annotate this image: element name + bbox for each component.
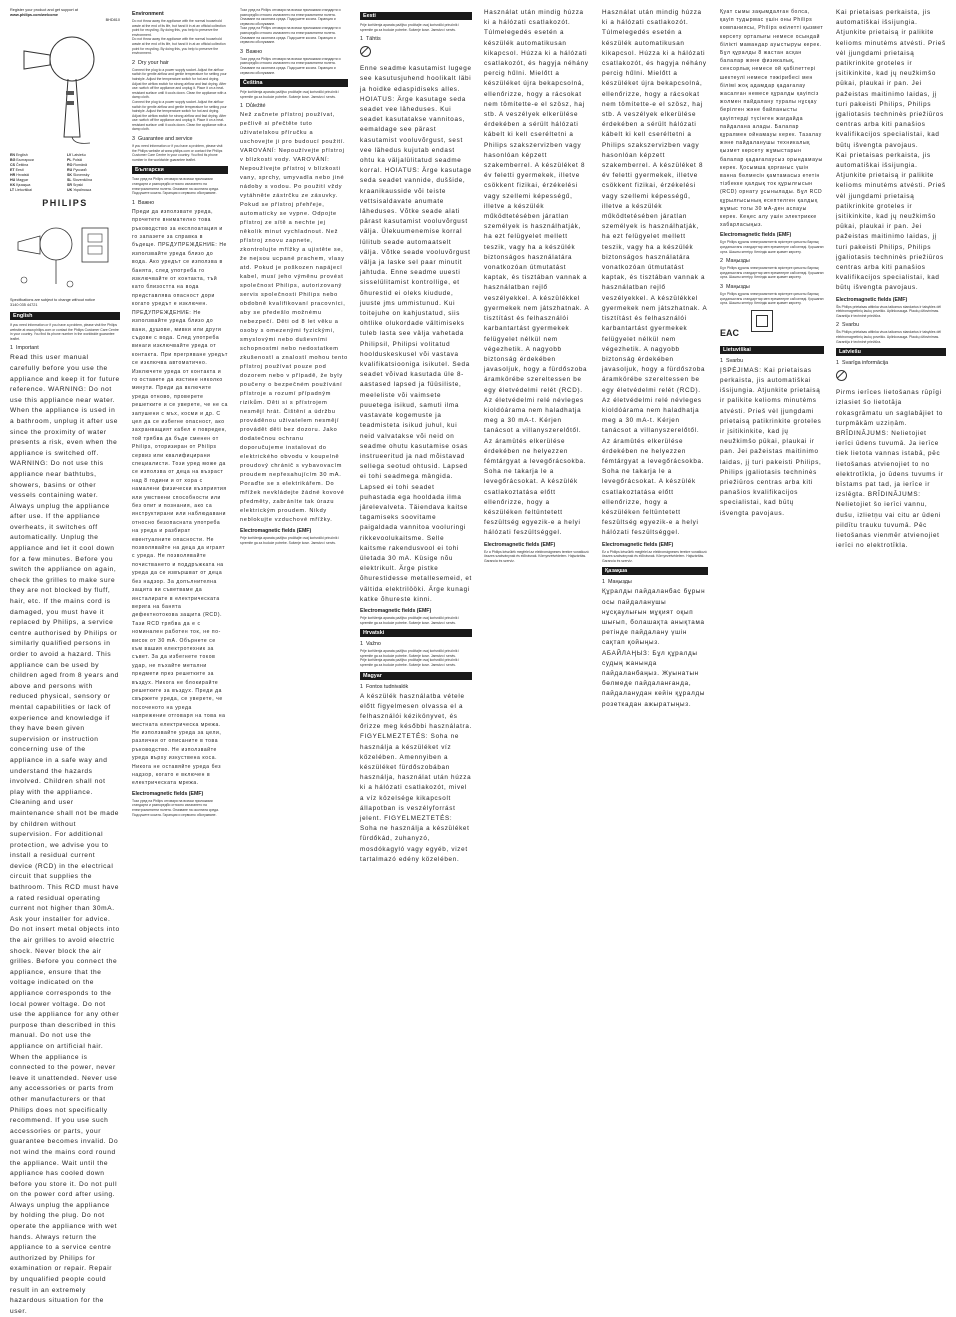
environment-heading: Environment bbox=[132, 11, 164, 17]
lang-item: LV Latviešu bbox=[67, 153, 86, 157]
hu-emf-heading-2: Electromagnetic fields (EMF) bbox=[602, 541, 674, 548]
column-hu bbox=[480, 8, 594, 1174]
kk-emf-text: Бұл Philips құралы электромагниттік өрістерге қатысты барлық қолданыстағы стандарттар мен ережелерге сай келеді. Қоршаған орта. Шашты кептіру. Кепілдік және қызмет көрсету. bbox=[720, 240, 824, 254]
kk-dry-heading: 2 Маңызды bbox=[720, 258, 750, 265]
bg-emf-text: Този уред на Philips отговаря на всички приложими стандарти и разпоредби относно излагането на електромагнитни полета. Опазване на околната среда. Подсушете косата. Гаранция и сервизно обслужване. bbox=[132, 798, 219, 817]
philips-logo: PHILIPS bbox=[42, 198, 88, 208]
et-important-heading: 1 Tähtis bbox=[360, 36, 381, 43]
bg-env-text: Този уред на Philips отговаря на всички приложими стандарти и разпоредби относно излагането на електромагнитни полета. Опазване на околната среда. Подсушете косата. Гаранция и сервизно обслужване. bbox=[240, 56, 341, 75]
lang-item: HU Magyar bbox=[10, 178, 29, 182]
hr-important-heading: 1 Važno bbox=[360, 641, 381, 648]
section-hungarian: Magyar bbox=[360, 672, 472, 680]
section-important: 1 Important bbox=[10, 345, 39, 352]
kk-guarantee-heading: 3 Маңызды bbox=[720, 284, 750, 291]
lang-item: ET Eesti bbox=[10, 168, 24, 172]
bg-important-text: Преди да използвате уреда, прочетете внимателно това ръководство за експлоатация и го запазете за справка в бъдеще. ПРЕДУПРЕЖДЕНИЕ: Не използвайте уреда близо до вода. Ако уредът се използва в банята, след употреба го изключвайте от контакта, тъй като близостта на вода представлява опасност дори когато уредът е изключен. ПРЕДУПРЕЖДЕНИЕ: Не използвайте уреда близо до вани, душове, мивки или други съдове с вода. След употреба винаги изключвайте уреда от контакта. При прегряване уредът се изключва автоматично. Изключете уреда от контакта и го оставете да изстине няколко минути. Преди да включите уреда отново, проверете решетките и се уверете, че не са запушени с мъх, косми и др. С цел да се избегне опасност, ако захранващият кабел е повреден, той трябва да бъде сменен от Philips, оторизиран от Philips сервиз или квалифицирани специалисти. Този уред може да се използва от деца на възраст над 8 години и от хора с намалени физически възприятия или умствени способности или без опит и познания, ако са инструктирани или наблюдавани относно безопасната употреба на уреда и разбират евентуалните опасности. Не позволявайте на деца да играят с уреда. Не позволявайте почистването и поддръжката на уреда да се извършват от деца без надзор. За допълнителна защита ви съветваме да инсталирате в електрическата верига на банята дефектнотокова защита (RCD). Тази RCD трябва да е с номинален работен ток, не по-висок от 30 mA. Обърнете се към вашия електротехник за съвет. За да избегнете токов удар, не пъхайте метални предмети през решетките за въздух. Никога не блокирайте решетките за въздух. Преди да свържете уреда, се уверете, че посоченото на уреда напрежение отговаря на това на местната електрическа мрежа. Не използвайте уреда за цели, различни от описаните в това ръководство. Не използвайте уреда върху изкуствена коса. Никога не оставяйте уреда без надзор, когато е включен в електрическата мрежа. bbox=[132, 208, 228, 787]
section-guarantee: 3 Guarantee and service bbox=[132, 136, 193, 143]
lt-dry-text: Šis Philips prietaisas atitinka visus taikomus standartus ir taisykles dėl elektromagnetinių laukų poveikio. Aplinkosauga. Plaukų džiovinimas. Garantija ir techninė priežiūra. bbox=[836, 330, 941, 344]
en-env-text-2: Do not throw away the appliance with the normal household waste at the end of its life, but hand it in at an official collection point for recycling. By doing this, you help to preserve the environment. bbox=[132, 37, 226, 56]
lang-item: PL Polski bbox=[67, 158, 83, 162]
hu-important-cont: Használat után mindig húzza ki a hálózati csatlakozót. Túlmelegedés esetén a készülék automatikusan kikapcsol. Húzza ki a hálózati csatlakozót, és hagyja néhány percig hűlni. Mielőtt a készüléket újra bekapcsolná, ellenőrizze, hogy a rácsokat nem tömítette-e el szösz, haj stb. A veszélyek elkerülése érdekében a sérült hálózati kábelt ki kell cseréltetni a Philips szakszervizben vagy hasonlóan képzett szakemberrel. A készüléket 8 év feletti gyermekek, illetve csökkent fizikai, érzékelési vagy szellemi képességű, illetve a készülék működtetésében járatlan személyek is használhatják, ha ezt felügyelet mellett teszik, vagy ha a készülék biztonságos használatára vonatkozóan útmutatást kaptak, és tisztában vannak a használatban rejlő veszélyekkel. A készülékkel gyermekek nem játszhatnak. A tisztítást és felhasználói karbantartást gyermekek felügyelet nélkül nem végezhetik. A nagyobb biztonság érdekében javasoljuk, hogy a fürdőszoba áramkörébe szereltessen be egy életvédelmi relét (RCD). Az életvédelmi relé névleges kioldóárama nem haladhatja meg a 30 mA-t. Kérjen tanácsot a villanyszerelőtől. Az áramütés elkerülése érdekében ne helyezzen fémtárgyat a levegőrácsokba. Soha ne takarja le a levegőrácsokat. A készülék csatlakoztatása előtt ellenőrizze, hogy a készüléken feltüntetett feszültség egyezik-e a helyi hálózati feszültséggel. bbox=[484, 9, 590, 537]
bg-cont-text: Този уред на Philips отговаря на всички приложими стандарти и разпоредби относно излагането на електромагнитни полета. Опазване на околната среда. Подсушете косата. Гаранция и сервизно обслужване. bbox=[240, 8, 341, 26]
en-guarantee-text: If you need information or if you have a problem, please visit the Philips website at www.philips.com or contact the Philips Customer Care Centre in your country. You find its phone number in the worldwide guarantee leaflet. bbox=[132, 144, 223, 162]
section-czech: Čeština bbox=[240, 79, 348, 87]
product-diagram bbox=[10, 214, 120, 292]
lang-item: SK Slovensky bbox=[67, 173, 90, 177]
bg-env-heading: 3 Важно bbox=[240, 48, 263, 55]
lang-item: LT Lietuviškai bbox=[10, 188, 32, 192]
lv-important-heading: 1 Svarīga informācija bbox=[836, 360, 889, 367]
cs-emf-text: Prije korištenja aparata pažljivo pročitajte ovaj korisnički priručnik i spremite ga za buduće potrebe. Sušenje kose. Jamstvo i servis. bbox=[240, 536, 340, 545]
en-intro: If you need information or if you have a problem, please visit the Philips website at www.philips.com or contact the Philips Customer Care Centre in your country. You find its phone number in the worldwide guarantee leaflet. bbox=[10, 323, 119, 341]
doc-code: 3140 035 44721 bbox=[10, 303, 38, 307]
kk-important-cont: Қуат сымы зақымдалған болса, қауіп тудырмас үшін оны Philips компаниясы, Philips өкілетті қызмет көрсету орталығы немесе осындай білікті мамандар ауыстыруы керек. Бұл құралды 8 жастан асқан балалар және физикалық, сенсорлық немесе ой қабілеттері шектеулі немесе тәжірибесі мен білімі жоқ адамдар қадағалау жасалған немесе құралды қауіпсіз жолмен пайдалану туралы нұсқау берілген және байланысты қауіптерді түсінген жағдайда пайдалана алады. Балалар құралмен ойнамауы керек. Тазалау және пайдаланушы техникалық қызмет көрсету жұмыстарын балалар қадағалаусыз орындамауы керек. Қосымша қорғаныс үшін ванна бөлмесін қамтамасыз ететін тізбекке қалдық ток құрылғысын (RCD) орнату ұсынылады. Бұл RCD құрылғысының есептелген қалдық жұмыс тогы 30 мА-ден аспауы керек. Кеңес алу үшін электрикке хабарласыңыз. bbox=[720, 9, 824, 229]
lang-item: RO Română bbox=[67, 163, 87, 167]
hu-important-text: A készülék használatba vétele előtt figyelmesen olvassa el a felhasználói kézikönyvet, és őrizze meg későbbi használatra. FIGYELMEZTETÉS: Soha ne használja a készüléket víz közelében. Amennyiben a készüléket fürdőszobában használja, használat után húzza ki a hálózati csatlakozót, mivel a víz közelsége kikapcsolt állapotban is veszélyforrást jelent. FIGYELMEZTETÉS: Soha ne használja a készüléket fürdőkád, zuhanyzó, mosdókagyló vagy egyéb, vizet tartalmazó edény közelében. bbox=[360, 692, 473, 863]
kk-emf-heading: Electromagnetic fields (EMF) bbox=[720, 232, 792, 239]
register-url[interactable]: www.philips.com/welcome bbox=[10, 13, 58, 17]
bg-important-heading: 1 Важно bbox=[132, 199, 155, 206]
section-lithuanian: Lietuviškai bbox=[720, 346, 824, 354]
en-important-text: Read this user manual carefully before you use the appliance and keep it for future reference. WARNING: Do not use this appliance near water. When the appliance is used in a bathroom, unplug it after use since the proximity of water presents a risk, even when the appliance is switched off. WARNING: Do not use this appliance near bathtubs, showers, basins or other vessels containing water. Always unplug the appliance after use. If the appliance overheats, it switches off automatically. Unplug the appliance and let it cool down for a few minutes. Before you switch the appliance on again, check the grilles to make sure they are not blocked by fluff, hair, etc. If the mains cord is damaged, you must have it replaced by Philips, a service centre authorised by Philips or similarly qualified persons in order to avoid a hazard. This appliance can be used by children aged from 8 years and above and persons with reduced physical, sensory or mental capabilities or lack of experience and knowledge if they have been given supervision or instruction concerning use of the appliance in a safe way and understand the hazards involved. Children shall not play with the appliance. Cleaning and user maintenance shall not be made by children without supervision. For additional protection, we advise you to install a residual current device (RCD) in the electrical circuit that supplies the bathroom. This RCD must have a rated residual operating current not higher than 30mA. Ask your installer for advice. Do not insert metal objects into the air grilles to avoid electric shock. Never block the air grilles. Before you connect the appliance, ensure that the voltage indicated on the appliance corresponds to the local power voltage. Do not use the appliance for any other purpose than described in this manual. Do not use the appliance on artificial hair. When the appliance is connected to the power, never leave it unattended. Never use any accessories or parts from other manufacturers or that Philips does not specifically recommend. If you use such accessories or parts, your guarantee becomes invalid. Do not wind the mains cord round the appliance. Wait until the appliance has cooled down before you store it. Do not pull on the power cord after using. Always unplug the appliance by holding the plug. Do not operate the appliance with wet hands. Always return the appliance to a service centre authorized by Philips for examination or repair. Repair by unqualified people could result in an extremely hazardous situation for the user. bbox=[10, 354, 120, 1315]
et-emf-text: Prije korištenja aparata pažljivo pročitajte ovaj korisnički priručnik i spremite ga za buduće potrebe. Sušenje kose. Jamstvo i servis. bbox=[360, 615, 460, 625]
kk-guarantee-text: Бұл Philips құралы электромагниттік өрістерге қатысты барлық қолданыстағы стандарттар мен ережелерге сай келеді. Қоршаған орта. Шашты кептіру. Кепілдік және қызмет көрсету. bbox=[720, 292, 824, 306]
section-kazakh: Қазақша bbox=[602, 567, 708, 575]
column-kk bbox=[716, 8, 828, 1174]
en-dry-text-2: Connect the plug to a power supply socket. Adjust the airflow switch for gentle airflow and gentle temperature for setting your hairstyle. Adjust the temperature switch for hot and drying. Adjust the airflow switch for strong airflow and fast drying. After use: switch off the appliance and unplug it. Place it on a heat-resistant surface until it cools down. Clean the appliance with a damp cloth. bbox=[132, 99, 227, 132]
column-english-2 bbox=[128, 8, 232, 1174]
kk-important-text: Құралды пайдаланбас бұрын осы пайдаланушы нұсқаулығын мұқият оқып шығып, болашақта анықтама ретінде пайдалану үшін сақтап қойыңыз. АБАЙЛАҢЫЗ: Бұл құралды судың жанында пайдаланбаңыз. Жуынатын бөлмеде пайдаланғанда, пайдаланудан кейін құралды розеткадан ажыратыңыз. bbox=[602, 588, 706, 708]
en-env-text: Do not throw away the appliance with the normal household waste at the end of its life, but hand it in at an official collection point for recycling. By doing this, you help to preserve the environment. bbox=[132, 19, 226, 37]
lt-important-heading: 1 Svarbu bbox=[720, 357, 744, 364]
class-ii-icon bbox=[751, 310, 773, 332]
section-croatian: Hrvatski bbox=[360, 629, 472, 637]
section-latvian: Latviešu bbox=[836, 348, 946, 356]
section-english: English bbox=[10, 312, 120, 320]
section-bulgarian: Български bbox=[132, 166, 228, 174]
kk-dry-text: Бұл Philips құралы электромагниттік өрістерге қатысты барлық қолданыстағы стандарттар мен ережелерге сай келеді. Қоршаған орта. Шашты кептіру. Кепілдік және қызмет көрсету. bbox=[720, 266, 824, 280]
lang-item: RU Русский bbox=[67, 168, 87, 172]
hu-important-cont-2: Használat után mindig húzza ki a hálózati csatlakozót. Túlmelegedés esetén a készülék automatikusan kikapcsol. Húzza ki a hálózati csatlakozót, és hagyja néhány percig hűlni. Mielőtt a készüléket újra bekapcsolná, ellenőrizze, hogy a rácsokat nem tömítette-e el szösz, haj stb. A veszélyek elkerülése érdekében a sérült hálózati kábelt ki kell cseréltetni a Philips szakszervizben vagy hasonlóan képzett szakemberrel. A készüléket 8 év feletti gyermekek, illetve csökkent fizikai, érzékelési vagy szellemi képességű, illetve a készülék működtetésében járatlan személyek is használhatják, ha ezt felügyelet mellett teszik, vagy ha a készülék biztonságos használatára vonatkozóan útmutatást kaptak, és tisztában vannak a használatban rejlő veszélyekkel. A készülékkel gyermekek nem játszhatnak. A tisztítást és felhasználói karbantartást gyermekek felügyelet nélkül nem végezhetik. A nagyobb biztonság érdekében javasoljuk, hogy a fürdőszoba áramkörébe szereltessen be egy életvédelmi relét (RCD). Az életvédelmi relé névleges kioldóárama nem haladhatja meg a 30 mA-t. Kérjen tanácsot a villanyszerelőtől. Az áramütés elkerülése érdekében ne helyezzen fémtárgyat a levegőrácsokba. Soha ne takarja le a levegőrácsokat. A készülék csatlakoztatása előtt ellenőrizze, hogy a készüléken feltüntetett feszültség egyezik-e a helyi hálózati feszültséggel. bbox=[602, 9, 708, 537]
spec-note: Specifications are subject to change without notice bbox=[10, 298, 96, 302]
no-water-icon bbox=[360, 46, 371, 57]
cs-intro: Prije korištenja aparata pažljivo pročitajte ovaj korisnički priručnik i spremite ga za buduće potrebe. Sušenje kose. Jamstvo i servis. bbox=[240, 90, 340, 99]
hair-dryer-illustration bbox=[10, 29, 120, 149]
hu-important-heading: 1 Fontos tudnivalók bbox=[360, 683, 409, 690]
et-important-text: Enne seadme kasutamist lugege see kasutusjuhend hoolikalt läbi ja hoidke edaspidiseks alles. HOIATUS: Ärge kasutage seda seadet vee läheduses. Kui seadet kasutatakse vannitoas, eemaldage see pärast kasutamist vooluvõrgust, sest vee lähedus kujutab endast ohtu ka väljalülitatud seadme korral. HOIATUS: Ärge kasutage seda seadet vannide, duššide, kraanikausside või teiste vettsisaldavate anumate läheduses. Võtke seade alati pärast kasutamist vooluvõrgust välja. Ülekuumenemise korral lülitub seade automaatselt välja. Võtke seade vooluvõrgust välja ja laske sel paar minutit jahtuda. Enne seadme uuesti sisselülitamist kontrollige, et õhurestid ei oleks kiudude, juuste jms ummistunud. Kui toitejuhe on kahjustatud, siis ohtlike olukordade vältimiseks tuleb lasta see välja vahetada Philipsil, Philipsi volitatud hoolduskeskusel või vastava kvalifikatsiooniga isikutel. Seda seadet võivad kasutada üle 8-aastased lapsed ja füüsiliste, meeleliste või vaimsete puuetega isikud, samuti ilma vastavate kogemuste ja teadmisteta isikud juhul, kui neid valvatakse või neid on seadme ohutu kasutamise osas instrueeritud ja nad mõistavad sellega seotud ohtusid. Lapsed ei tohi seadmega mängida. Lapsed ei tohi seadet puhastada ega hooldada ilma järelevalveta. Täiendava kaitse tagamiseks soovitame paigaldada vannitoa vooluringi rikkevoolukaitsme. Selle kaitsme rakendusvool ei tohi ületada 30 mA. Küsige nõu elektrikult. Ärge pistke õhurestidesse metallesemeid, et vältida elektrilööki. Ärge kunagi katke õhureste kinni. bbox=[360, 65, 473, 603]
register-text: Register your product and get support at bbox=[10, 8, 78, 12]
cs-important-text: Než začnete přístroj používat, pečlivě si přečtěte tuto uživatelskou příručku a uschovejte ji pro budoucí použití. VAROVÁNÍ: Nepoužívejte přístroj v blízkosti vody. VAROVÁNÍ: Nepoužívejte přístroj v blízkosti vany, sprchy, umyvadla nebo jiné nádoby s vodou. Po použití vždy vytáhněte zástrčku ze zásuvky. Pokud se přístroj přehřeje, automaticky se vypne. Odpojte přístroj ze sítě a nechte jej několik minut vychladnout. Než přístroj znovu zapnete, zkontrolujte mřížky a ujistěte se, že nejsou ucpané prachem, vlasy atd. Pokud je poškozen napájecí kabel, musí jeho výměnu provést společnost Philips, autorizovaný servis společnosti Philips nebo obdobně kvalifikovaní pracovníci, aby se předešlo možnému nebezpečí. Děti od 8 let věku a osoby s omezenými fyzickými, smyslovými nebo duševními schopnostmi nebo nedostatkem zkušeností a znalostí mohou tento přístroj používat pouze pod dozorem nebo v případě, že byly poučeny o bezpečném používání přístroje a rozumí případným rizikům. Děti si s přístrojem nesmějí hrát. Čištění a údržbu prováděnou uživatelem nesmějí provádět děti bez dozoru. Jako dodatečnou ochranu doporučujeme instalovat do elektrického obvodu v koupelně proudový chránič s vybavovacím proudem nepřesahujícím 30 mA. Poraďte se s elektrikářem. Do mřížek nevkládejte žádné kovové předměty, zabráníte tak úrazu elektrickým proudem. Nikdy neblokujte vzduchové mřížky. bbox=[240, 112, 348, 524]
language-index bbox=[10, 153, 120, 192]
lv-important-text: Pirms ierīces lietošanas rūpīgi izlasiet šo lietotāja rokasgrāmatu un saglabājiet to turpmākām uzziņām. BRĪDINĀJUMS: Nelietojiet ierīci ūdens tuvumā. Ja ierīce tiek lietota vannas istabā, pēc lietošanas atvienojiet to no elektrotīkla, jo ūdens tuvums ir bīstams pat tad, ja ierīce ir izslēgta. BRĪDINĀJUMS: Nelietojiet šo ierīci vannu, dušu, izlietņu vai citu ar ūdeni pildītu trauku tuvumā. Pēc lietošanas vienmēr atvienojiet ierīci no elektrotīkla. bbox=[836, 389, 944, 550]
section-dry: 2 Dry your hair bbox=[132, 59, 169, 66]
kk-important-heading: 1 Маңызды bbox=[602, 579, 632, 586]
lt-emf-text: Šis Philips prietaisas atitinka visus taikomus standartus ir taisykles dėl elektromagnetinių laukų poveikio. Aplinkosauga. Plaukų džiovinimas. Garantija ir techninė priežiūra. bbox=[836, 304, 941, 318]
hr-text-2: Prije korištenja aparata pažljivo pročitajte ovaj korisnički priručnik i spremite ga za buduće potrebe. Sušenje kose. Jamstvo i servis. bbox=[360, 658, 460, 667]
lt-important-cont-2: Kai prietaisas perkaista, jis automatiškai išsijungia. Atjunkite prietaisą ir palikite kelioms minutėms atvėsti. Prieš vėl įjungdami prietaisą patikrinkite groteles ir įsitikinkite, kad jų neužkimšo pūkai, plaukai ir pan. Jei pažeistas maitinimo laidas, jį turi pakeisti Philips, Philips įgaliotasis techninės priežiūros centras arba kiti panašios kvalifikacijos specialistai, kad būtų išvengta pavojaus. bbox=[836, 151, 946, 292]
lang-item: CS Čeština bbox=[10, 163, 29, 167]
lt-dry-heading: 2 Svarbu bbox=[836, 322, 860, 329]
section-estonian: Eesti bbox=[360, 12, 472, 20]
dryer-parts-icon bbox=[10, 214, 120, 292]
column-lt-lv bbox=[832, 8, 950, 1174]
hu-emf-heading: Electromagnetic fields (EMF) bbox=[484, 541, 556, 548]
column-hu-kk bbox=[598, 8, 712, 1174]
et-emf-heading: Electromagnetic fields (EMF) bbox=[360, 607, 432, 614]
hu-emf-text: Ez a Philips készülék megfelel az elektromágneses terekre vonatkozó összes szabványnak és előírásnak. Környezetvédelem. Hajszárítás. Garancia és szerviz. bbox=[484, 549, 589, 563]
emf-heading: Electromagnetic fields (EMF) bbox=[132, 790, 204, 797]
column-english-cover bbox=[6, 8, 124, 1315]
cs-important-heading: 1 Důležité bbox=[240, 103, 266, 110]
model-number: BHD810 bbox=[105, 18, 120, 22]
lang-item: HR Hrvatski bbox=[10, 173, 30, 177]
lang-item: EN English bbox=[10, 153, 28, 157]
hu-env-text: Ez a Philips készülék megfelel az elektromágneses terekre vonatkozó összes szabványnak és előírásnak. Környezetvédelem. Hajszárítás. Garancia és szerviz. bbox=[602, 549, 707, 563]
lt-emf-heading: Electromagnetic fields (EMF) bbox=[836, 296, 908, 303]
lang-item: UK Українська bbox=[67, 188, 92, 192]
no-water-icon-lv bbox=[836, 370, 847, 381]
en-dry-text: Connect the plug to a power supply socket. Adjust the airflow switch for gentle airflow and gentle temperature for setting your hairstyle. Adjust the temperature switch for hot and drying. Adjust the airflow switch for strong airflow and fast drying. After use: switch off the appliance and unplug it. Place it on a heat-resistant surface until it cools down. Clean the appliance with a damp cloth. bbox=[132, 67, 227, 100]
lang-item: SL Slovenščina bbox=[67, 178, 92, 182]
column-cs-et bbox=[356, 8, 476, 1174]
lt-warning-text: ĮSPĖJIMAS: Kai prietaisas perkaista, jis automatiškai išsijungia. Atjunkite prietaisą ir palikite kelioms minutėms atvėsti. Prieš vėl įjungdami prietaisą patikrinkite groteles ir įsitikinkite, kad jų neužkimšo pūkai, plaukai ir pan. Jei pažeistas maitinimo laidas, jį turi pakeisti Philips, Philips įgaliotasis techninės priežiūros centras arba kiti panašios kvalifikacijos specialistai, kad būtų išvengta pavojaus. bbox=[720, 366, 822, 517]
et-intro: Prije korištenja aparata pažljivo pročitajte ovaj korisnički priručnik i spremite ga za buduće potrebe. Sušenje kose. Jamstvo i servis. bbox=[360, 23, 460, 32]
bg-cont-text-2: Този уред на Philips отговаря на всички приложими стандарти и разпоредби относно излагането на електромагнитни полета. Опазване на околната среда. Подсушете косата. Гаранция и сервизно обслужване. bbox=[240, 26, 341, 45]
hair-dryer-icon bbox=[10, 29, 120, 149]
hr-text: Prije korištenja aparata pažljivo pročitajte ovaj korisnički priručnik i spremite ga za buduće potrebe. Sušenje kose. Jamstvo i servis. bbox=[360, 649, 460, 658]
eac-mark: EAC bbox=[720, 327, 740, 338]
bg-intro: Този уред на Philips отговаря на всички приложими стандарти и разпоредби относно излагането на електромагнитни полета. Опазване на околната среда. Подсушете косата. Гаранция и сервизно обслужване. bbox=[132, 177, 219, 196]
column-bg-cs bbox=[236, 8, 352, 1174]
lang-item: KK Қазақша bbox=[10, 183, 31, 187]
cs-emf-heading: Electromagnetic fields (EMF) bbox=[240, 528, 312, 535]
lt-important-cont: Kai prietaisas perkaista, jis automatiškai išsijungia. Atjunkite prietaisą ir palikite kelioms minutėms atvėsti. Prieš vėl įjungdami prietaisą patikrinkite groteles ir įsitikinkite, kad jų neužkimšo pūkai, plaukai ir pan. Jei pažeistas maitinimo laidas, jį turi pakeisti Philips, Philips įgaliotasis techninės priežiūros centras arba kiti panašios kvalifikacijos specialistai, kad būtų išvengta pavojaus. bbox=[836, 9, 946, 149]
lang-item: BG Български bbox=[10, 158, 34, 162]
lang-item: SR Srpski bbox=[67, 183, 83, 187]
